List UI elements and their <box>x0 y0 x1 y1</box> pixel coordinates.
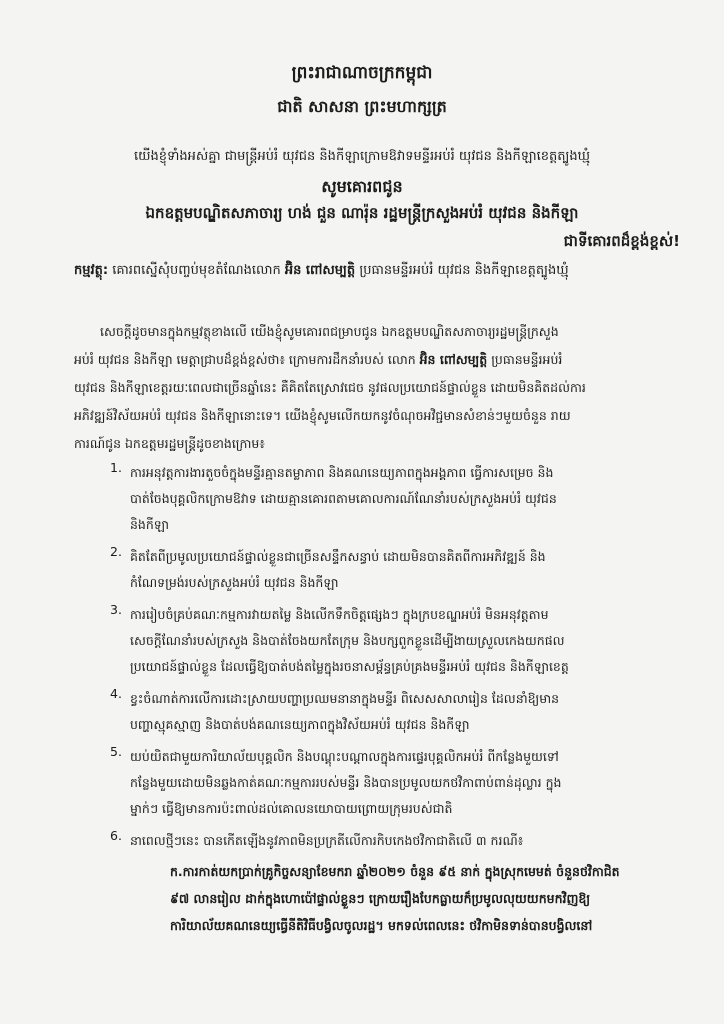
list-item-line: នាពេលថ្មីៗនេះ បានកើតឡើងនូវភាពមិនប្រក្រតីលើការកិបកេងថវិកាជាតិលើ ៣ ករណី៖ <box>130 833 524 848</box>
list-item <box>110 686 560 738</box>
list-item-number: 4. <box>110 686 122 701</box>
list-item-line: ការអនុវត្តការងារតួចចំក្នុងមន្ទីរគ្មានតម្លាភាព និងគណនេយ្យភាពក្នុងអង្គភាព ធ្វើការសម្រេច និង <box>130 465 554 480</box>
paragraph-text: អប់រំ យុវជន និងកីឡា មេត្តាជ្រាបដ៏ខ្ពង់ខ្ពស់ថា៖ ក្រោមការដឹកនាំរបស់ លោក <box>74 352 420 367</box>
kingdom-title: ព្រះរាជាណាចក្រកម្ពុជា <box>291 63 433 83</box>
list-item <box>110 602 569 680</box>
list-item <box>110 744 562 822</box>
list-item <box>110 544 546 596</box>
list-item-line: គិតតែពីប្រមូលប្រយោជន៍ផ្ទាល់ខ្លួនជាច្រើនសន្ទឹកសន្ធាប់ ដោយមិនបានគិតពីការអភិវឌ្ឍន៍ និង <box>130 549 546 564</box>
paragraph-line: ការណ៍ជូន ឯកឧត្តមរដ្ឋមន្ត្រីដូចខាងក្រោម៖ <box>74 436 265 451</box>
subject-text-before: គោរពស្នើសុំបញ្ចប់មុខតំណែងលោក <box>108 263 285 278</box>
paragraph-line: សេចក្តីដូចមានក្នុងកម្មវត្ថុខាងលើ យើងខ្ញុំសូមគោរពជម្រាបជូន ឯកឧត្តមបណ្ឌិតសភាចារ្យរដ្ឋមន្ត្រីក្រសួង <box>100 324 559 339</box>
paragraph-text: ប្រធានមន្ទីរអប់រំ <box>487 352 563 367</box>
list-item-line: ម្នាក់ៗ ធ្វើឱ្យមានការប៉ះពាល់ដល់គោលនយោបាយព្រោយក្រុមរបស់ជាតិ <box>130 801 453 816</box>
list-item-line: យប់យិតជាមួយការិយាល័យបុគ្គលិក និងបណ្តុះបណ្តាលក្នុងការផ្ទេរបុគ្គលិកអប់រំ ពីកន្លែងមួយទៅ <box>130 749 559 764</box>
subject-person-name: អ៊ិន ពៅសម្បត្តិ <box>284 263 356 278</box>
paragraph-person-name: អ៊ិន ពៅសម្បត្តិ <box>419 352 488 367</box>
list-item-number: 3. <box>110 602 122 617</box>
paragraph-line: យុវជន និងកីឡាខេត្តរយៈពេលជាច្រើនឆ្នាំនេះ គឺគិតតែស្រោវជេច នូវផលប្រយោជន៍ផ្ទាល់ខ្លួន ដោយមិនគិតដល់ការ <box>74 380 586 395</box>
list-item-line: ការរៀបចំគ្រប់គណៈកម្មការវាយតម្លៃ និងលើកទឹកចិត្តផ្សេងៗ ក្នុងក្របខណ្ឌអប់រំ មិនអនុវត្តតាម <box>130 607 549 622</box>
list-item-line: កន្លែងមួយដោយមិនឆ្លងកាត់គណៈកម្មការរបស់មន្ទីរ និងបានប្រមូលយកថវិកាពាប់ពាន់ដុល្លារ ក្នុង <box>130 775 562 790</box>
list-item-number: 5. <box>110 744 122 759</box>
national-motto: ជាតិ សាសនា ព្រះមហាក្សត្រ <box>277 97 447 116</box>
list-item <box>110 828 524 854</box>
sub-item-line: ៩៧ លានរៀល ដាក់ក្នុងហោប៉ៅផ្ទាល់ខ្លួនៗ ក្រោយរឿងបែកធ្លាយក៏ប្រមូលលុយយកមកវិញឱ្យ <box>170 891 591 906</box>
sub-item-line: ការិយាល័យគណនេយ្យធ្វើនីតិវិធីបង្វិលចូលរដ្ឋ។ មកទល់ពេលនេះ ថវិកាមិនទាន់បានបង្វិលនៅ <box>170 918 593 933</box>
list-item-line: ខ្វះចំណាត់ការលើការដោះស្រាយបញ្ហាប្រឈមនានាក្នុងមន្ទីរ ពិសេសសាលារៀន ដែលនាំឱ្យមាន <box>130 691 560 706</box>
sub-item-ka <box>170 858 620 939</box>
paragraph-line <box>74 346 654 374</box>
list-item-number: 1. <box>110 460 122 475</box>
body-paragraph <box>74 318 654 458</box>
list-item-line: បាត់ចែងបុគ្គលិកក្រោមឱវាទ ដោយគ្មានគោរពតាមគោលការណ៍ណែនាំរបស់ក្រសួងអប់រំ យុវជន <box>130 491 557 506</box>
respect-salutation: សូមគោរពជូន <box>321 177 403 196</box>
list-item-number: 2. <box>110 544 122 559</box>
list-item <box>110 460 557 538</box>
sender-intro: យើងខ្ញុំទាំងអស់គ្នា ជាមន្ត្រីអប់រំ យុវជន និងកីឡាក្រោមឱវាទមន្ទីរអប់រំ យុវជន និងកីឡាខេត្តត្បូងឃ្មុំ <box>134 149 590 164</box>
subject-text-after: ប្រធានមន្ទីរអប់រំ យុវជន និងកីឡាខេត្តត្បូងឃ្មុំ <box>355 263 569 278</box>
addressee-line-2: ជាទីគោរពដ៏ខ្ពង់ខ្ពស់! <box>563 232 680 250</box>
addressee-line-1: ឯកឧត្តមបណ្ឌិតសភាចារ្យ ហង់ ជួន ណារ៉ុន រដ្ឋមន្ត្រីក្រសួងអប់រំ យុវជន និងកីឡា <box>145 204 579 222</box>
paragraph-line: អភិវឌ្ឍន៍វិស័យអប់រំ យុវជន និងកីឡានោះទេ។ យើងខ្ញុំសូមលើកយកនូវចំណុចអវិជ្ជមានសំខាន់ៗមួយចំនួន រាយ <box>74 408 571 423</box>
subject-label: កម្មវត្ថុ: <box>74 263 109 278</box>
list-item-line: និងកីឡា <box>130 517 170 532</box>
list-item-line: ប្រយោជន៍ផ្ទាល់ខ្លួន ដែលធ្វើឱ្យបាត់បង់តម្លៃក្នុងរចនាសម្ព័ន្ធគ្រប់គ្រងមន្ទីរអប់រំ យុវជន និងកីឡាខេត្ត <box>130 659 569 674</box>
list-item-number: 6. <box>110 828 122 843</box>
list-item-line: កំណែទម្រង់របស់ក្រសួងអប់រំ យុវជន និងកីឡា <box>130 575 339 590</box>
sub-item-line: ក.ការកាត់យកប្រាក់គ្រូកិច្ចសន្យាខែមករា ឆ្នាំ២០២១ ចំនួន ៩៥ នាក់ ក្នុងស្រុកមេមត់ ចំនួនថវិកាជិត <box>170 864 620 879</box>
list-item-line: បញ្ហាស្មុគស្មាញ និងបាត់បង់គណនេយ្យភាពក្នុងវិស័យអប់រំ យុវជន និងកីឡា <box>130 717 470 732</box>
subject-line <box>74 262 569 281</box>
list-item-line: សេចក្តីណែនាំរបស់ក្រសួង និងបាត់ចែងយកតែក្រុម និងបក្សពួកខ្លួនដើម្បីងាយស្រួលកេងយកផល <box>130 633 565 648</box>
